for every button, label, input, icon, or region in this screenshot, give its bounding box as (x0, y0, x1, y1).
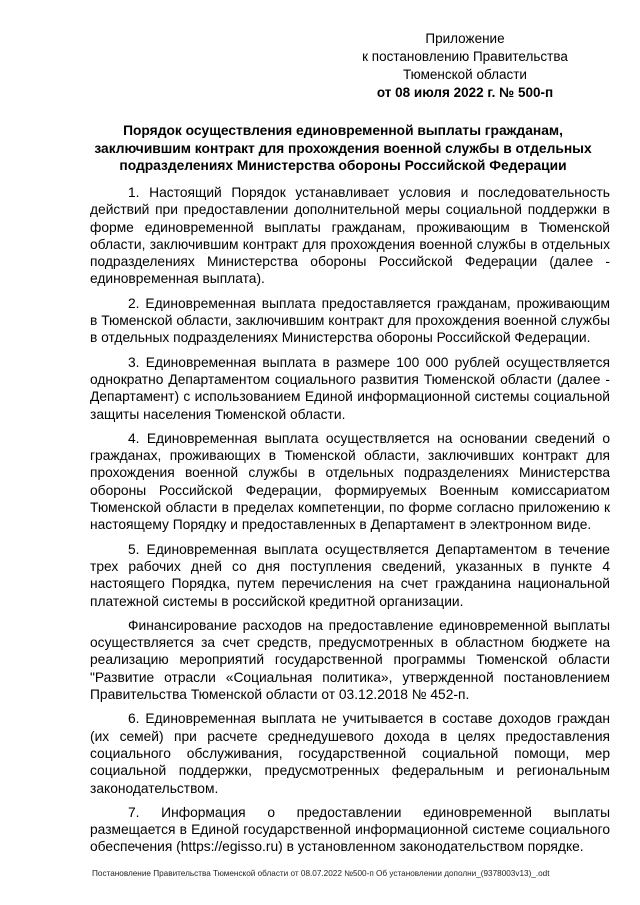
paragraph-7: 7. Информация о предоставлении единовременной выплаты размещается в Единой государственной информационной системе социального обеспечения (https://egisso.ru) в установленном законодательством порядке. (90, 804, 610, 855)
paragraph-5: 5. Единовременная выплата осуществляется Департаментом в течение трех рабочих дней со дня поступления сведений, указанных в пункте 4 настоящего Порядка, путем перечисления на счет гражданина национальной платежной системы в российской кредитной организации. (90, 541, 610, 609)
appendix-label: Приложение (425, 31, 505, 46)
paragraph-2: 2. Единовременная выплата предоставляется гражданам, проживающим в Тюменской области, заключившим контракт для прохождения военной службы в отдельных подразделениях Министерства обороны Российской Федерации. (90, 295, 610, 346)
paragraph-financing: Финансирование расходов на предоставление единовременной выплаты осуществляется за счет средств, предусмотренных в областном бюджете на реализацию мероприятий государственной программы Тюменской области "Развитие отрасли «Социальная политика», утвержденной постановлением Правительства Тюменской области от 03.12.2018 № 452-п. (90, 617, 610, 703)
document-title: Порядок осуществления единовременной выплаты гражданам, заключившим контракт для прохождения военной службы в отдельных подразделениях Министерства обороны Российской Федерации (94, 123, 592, 173)
document-body (90, 184, 610, 863)
appendix-block (340, 30, 590, 102)
paragraph-6: 6. Единовременная выплата не учитывается в составе доходов граждан (их семей) при расчете среднедушевого дохода в целях предоставления социального обслуживания, государственной социальной помощи, мер социальной поддержки, предусмотренных федеральным и региональным законодательством. (90, 711, 610, 796)
document-footer: Постановление Правительства Тюменской области от 08.07.2022 №500-п Об установлении дополни_(9378003v13)_.odt (92, 869, 550, 878)
paragraph-1: 1. Настоящий Порядок устанавливает условия и последовательность действий при предоставлении дополнительной меры социальной поддержки в форме единовременной выплаты гражданам, проживающим в Тюменской области, заключившим контракт для прохождения военной службы в отдельных подразделениях Министерства обороны Российской Федерации (далее - единовременная выплата). (90, 185, 610, 287)
appendix-reference: от 08 июля 2022 г. № 500-п (376, 85, 554, 100)
appendix-resolution: к постановлению Правительства (362, 49, 568, 64)
paragraph-3: 3. Единовременная выплата в размере 100 000 рублей осуществляется однократно Департаментом социального развития Тюменской области (далее - Департамент) с использованием Единой информационной системы социальной защиты населения Тюменской области. (90, 354, 610, 422)
appendix-region: Тюменской области (403, 67, 527, 82)
paragraph-4: 4. Единовременная выплата осуществляется на основании сведений о гражданах, проживающих в Тюменской области, заключивших контракт для прохождения военной службы в отдельных подразделениях Министерства обороны Российской Федерации, формируемых Военным комиссариатом Тюменской области в пределах компетенции, по форме согласно приложению к настоящему Порядку и предоставленных в Департамент в электронном виде. (90, 430, 610, 533)
